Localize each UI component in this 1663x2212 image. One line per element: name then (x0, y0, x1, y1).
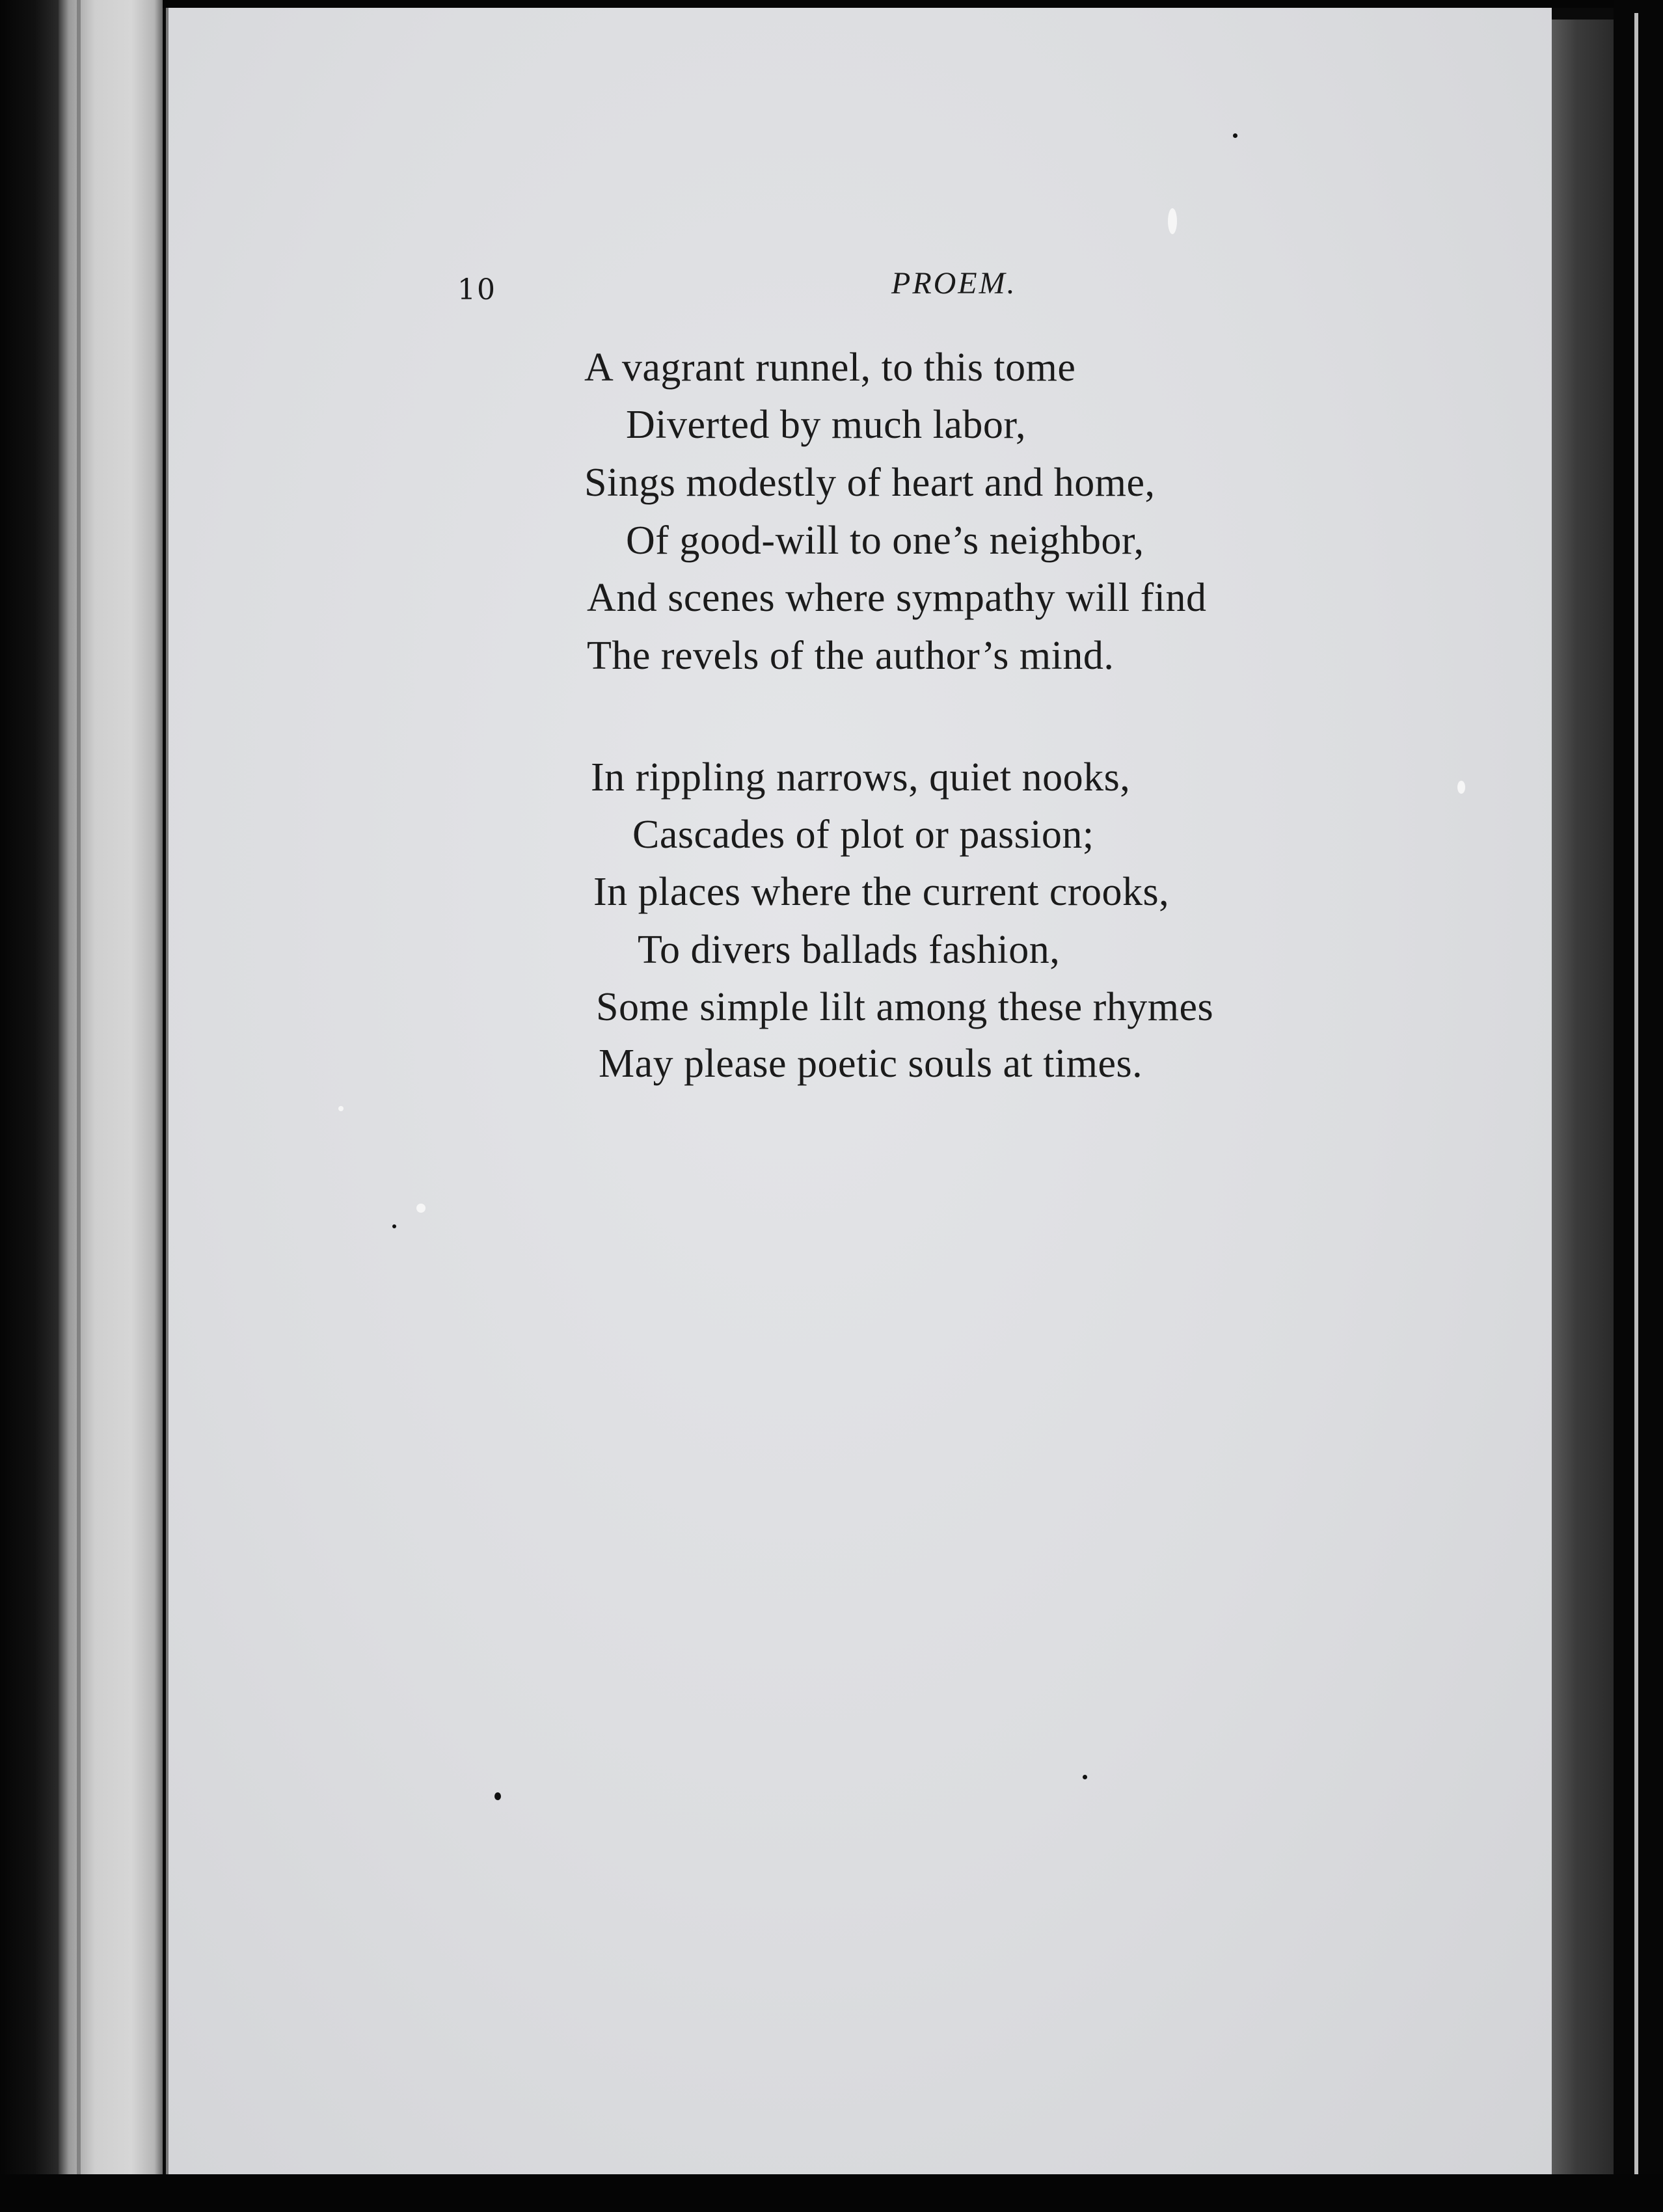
paper-speck (1168, 208, 1177, 234)
poem-line: To divers ballads fashion, (638, 928, 1061, 972)
poem-line: A vagrant runnel, to this tome (584, 345, 1076, 390)
poem-line: In places where the current crooks, (593, 870, 1170, 914)
bottom-border (0, 2174, 1663, 2212)
poem-line: Sings modestly of heart and home, (584, 461, 1156, 505)
poem-line: May please poetic souls at times. (599, 1042, 1143, 1086)
poem-line: And scenes where sympathy will find (587, 576, 1207, 620)
right-page-edge (1552, 20, 1614, 2192)
ink-spot (392, 1224, 396, 1228)
running-head: PROEM. (891, 266, 1017, 301)
left-margin-shadow (0, 0, 59, 2212)
poem-line: Cascades of plot or passion; (632, 813, 1094, 857)
ink-spot (1083, 1775, 1087, 1779)
ink-spot (494, 1792, 501, 1800)
paper-speck (338, 1106, 344, 1111)
poem-line: The revels of the author’s mind. (587, 634, 1115, 678)
page-sheet (166, 8, 1552, 2174)
paper-speck (416, 1204, 426, 1213)
right-edge-highlight (1634, 13, 1638, 2199)
spine-line (77, 0, 81, 2199)
poem-line: Diverted by much labor, (626, 403, 1027, 447)
poem-line: Some simple lilt among these rhymes (596, 985, 1214, 1029)
book-spine-edge (59, 0, 163, 2199)
top-border (0, 0, 1663, 8)
page-number: 10 (457, 273, 496, 306)
poem-line: Of good-will to one’s neighbor, (626, 519, 1144, 563)
poem-line: In rippling narrows, quiet nooks, (591, 755, 1131, 800)
ink-spot (1233, 133, 1237, 138)
right-border (1614, 0, 1663, 2212)
paper-speck (1457, 781, 1465, 794)
